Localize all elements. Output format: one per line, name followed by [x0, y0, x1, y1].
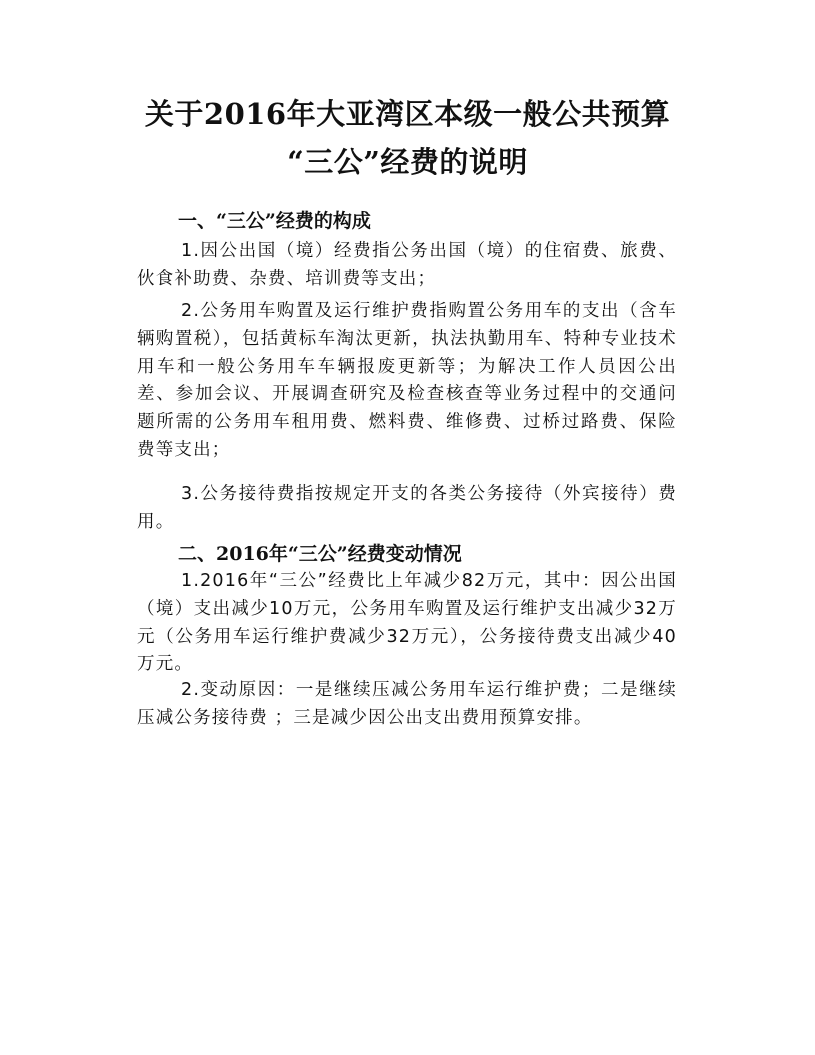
section2-heading: 二、2016年“三公”经费变动情况	[178, 543, 462, 565]
section2-paragraph-2: 2.变动原因：一是继续压减公务用车运行维护费；二是继续压减公务接待费 ；三是减少因公出支出费用预算安排。	[137, 680, 677, 728]
section2-paragraph-1: 1.2016年“三公”经费比上年减少82万元，其中：因公出国（境）支出减少10万元，公务用车购置及运行维护支出减少32万元（公务用车运行维护费减少32万元），公务接待费支出减少40万元。	[137, 571, 677, 675]
section1-paragraph-3: 3.公务接待费指按规定开支的各类公务接待（外宾接待）费用。	[137, 484, 677, 532]
section1-paragraph-2: 2.公务用车购置及运行维护费指购置公务用车的支出（含车辆购置税），包括黄标车淘汰更新，执法执勤用车、特种专业技术用车和一般公务用车车辆报废更新等；为解决工作人员因公出差、参加会议、开展调查研究及检查核查等业务过程中的交通问题所需的公务用车租用费、燃料费、维修费、过桥过路费、保险费等支出；	[137, 301, 677, 460]
section1-paragraph-1: 1.因公出国（境）经费指公务出国（境）的住宿费、旅费、伙食补助费、杂费、培训费等支出；	[137, 241, 677, 289]
section1-heading: 一、“三公”经费的构成	[178, 210, 371, 232]
document-title-line2: “三公”经费的说明	[287, 145, 528, 179]
document-title-line1: 关于2016年大亚湾区本级一般公共预算	[144, 97, 671, 131]
